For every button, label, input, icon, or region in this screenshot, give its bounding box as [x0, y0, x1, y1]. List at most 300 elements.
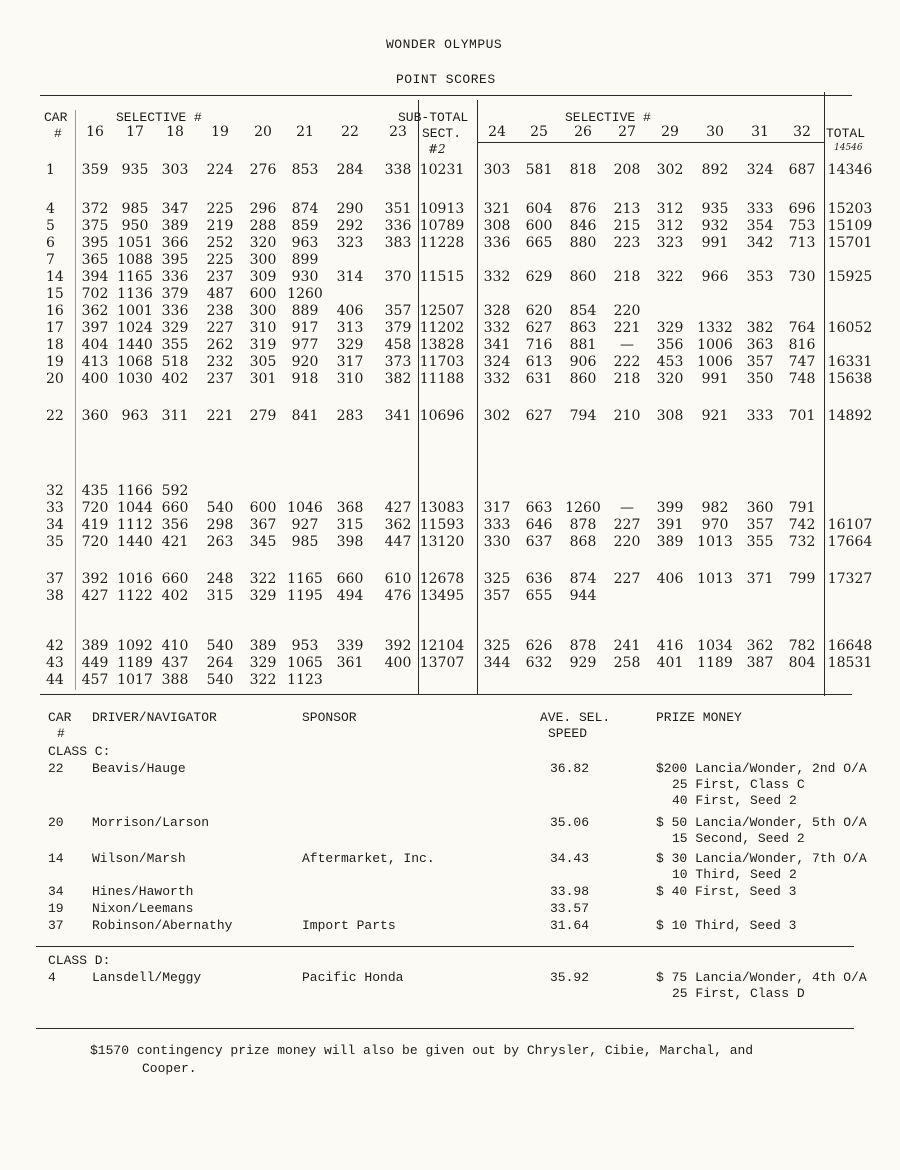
- score-cell: 353: [746, 269, 774, 285]
- score-cell: 1013: [697, 571, 733, 587]
- score-cell: 330: [483, 534, 511, 550]
- score-cell: 977: [291, 337, 319, 353]
- score-cell: 320: [249, 235, 277, 251]
- score-cell: 748: [788, 371, 816, 387]
- header-sect: SECT.: [422, 126, 462, 141]
- score-cell: 592: [161, 483, 189, 499]
- score-cell: 419: [81, 517, 109, 533]
- score-cell: 626: [525, 638, 553, 654]
- total-cell: 15701: [827, 235, 873, 251]
- score-cell: 312: [656, 218, 684, 234]
- total-divider: [824, 92, 825, 696]
- subtotal-cell: 10789: [419, 218, 465, 234]
- score-cell: 930: [291, 269, 319, 285]
- score-cell: 853: [291, 162, 319, 178]
- score-cell: 985: [291, 534, 319, 550]
- score-cell: 1065: [287, 655, 323, 671]
- result-speed: 33.98: [550, 884, 590, 899]
- score-cell: 881: [569, 337, 597, 353]
- score-cell: 397: [81, 320, 109, 336]
- score-cell: 322: [249, 571, 277, 587]
- score-cell: 646: [525, 517, 553, 533]
- score-cell: 920: [291, 354, 319, 370]
- subtotal-cell: 11228: [419, 235, 465, 251]
- score-cell: 357: [384, 303, 412, 319]
- score-cell: 1122: [117, 588, 153, 604]
- score-cell: 345: [249, 534, 277, 550]
- car-number: 33: [46, 500, 64, 516]
- car-number: 17: [46, 320, 64, 336]
- result-prize: 10 Third, Seed 2: [672, 867, 797, 882]
- score-cell: 458: [384, 337, 412, 353]
- results-header-car: CAR: [48, 710, 72, 725]
- score-cell: 313: [336, 320, 364, 336]
- score-cell: 389: [161, 218, 189, 234]
- column-header: 21: [296, 124, 314, 140]
- header-car-hash: #: [54, 126, 62, 141]
- car-number: 20: [46, 371, 64, 387]
- results-header-sponsor: SPONSOR: [302, 710, 357, 725]
- score-cell: 389: [249, 638, 277, 654]
- score-cell: 303: [483, 162, 511, 178]
- total-cell: 16107: [827, 517, 873, 533]
- result-prize: $200 Lancia/Wonder, 2nd O/A: [656, 761, 867, 776]
- score-cell: 437: [161, 655, 189, 671]
- score-cell: 1006: [697, 354, 733, 370]
- score-cell: 660: [161, 571, 189, 587]
- subtotal-cell: 12678: [419, 571, 465, 587]
- score-cell: 296: [249, 201, 277, 217]
- score-cell: 1024: [117, 320, 153, 336]
- score-cell: 1195: [287, 588, 323, 604]
- score-cell: 702: [81, 286, 109, 302]
- score-cell: 876: [569, 201, 597, 217]
- score-cell: 361: [336, 655, 364, 671]
- result-speed: 34.43: [550, 851, 590, 866]
- score-cell: 416: [656, 638, 684, 654]
- score-cell: 631: [525, 371, 553, 387]
- score-cell: 303: [161, 162, 189, 178]
- score-cell: 963: [121, 408, 149, 424]
- score-cell: 453: [656, 354, 684, 370]
- score-cell: 324: [483, 354, 511, 370]
- score-cell: 742: [788, 517, 816, 533]
- score-cell: 435: [81, 483, 109, 499]
- score-cell: 953: [291, 638, 319, 654]
- score-cell: 300: [249, 252, 277, 268]
- total-cell: 18531: [827, 655, 873, 671]
- score-cell: 305: [249, 354, 277, 370]
- class-d-label: CLASS D:: [48, 953, 111, 968]
- score-cell: 336: [161, 269, 189, 285]
- score-cell: 279: [249, 408, 277, 424]
- score-cell: 540: [206, 672, 234, 688]
- score-cell: 1189: [117, 655, 153, 671]
- score-cell: 258: [613, 655, 641, 671]
- result-car-number: 4: [48, 970, 56, 985]
- score-cell: 917: [291, 320, 319, 336]
- score-cell: 637: [525, 534, 553, 550]
- score-cell: 701: [788, 408, 816, 424]
- score-cell: 213: [613, 201, 641, 217]
- score-cell: 1260: [287, 286, 323, 302]
- score-cell: 906: [569, 354, 597, 370]
- score-cell: 818: [569, 162, 597, 178]
- score-cell: 290: [336, 201, 364, 217]
- score-cell: 308: [483, 218, 511, 234]
- subtotal-cell: 12507: [419, 303, 465, 319]
- score-cell: 629: [525, 269, 553, 285]
- score-cell: 447: [384, 534, 412, 550]
- score-cell: 301: [249, 371, 277, 387]
- total-cell: 15925: [827, 269, 873, 285]
- column-header: 20: [254, 124, 272, 140]
- car-number: 34: [46, 517, 64, 533]
- column-header: 16: [86, 124, 104, 140]
- score-cell: 1068: [117, 354, 153, 370]
- score-cell: 398: [336, 534, 364, 550]
- total-cell: 14346: [827, 162, 873, 178]
- score-cell: 985: [121, 201, 149, 217]
- score-cell: 627: [525, 408, 553, 424]
- score-cell: 360: [746, 500, 774, 516]
- score-cell: 373: [384, 354, 412, 370]
- score-cell: 878: [569, 517, 597, 533]
- score-cell: 400: [81, 371, 109, 387]
- score-cell: 427: [384, 500, 412, 516]
- score-cell: 389: [656, 534, 684, 550]
- score-cell: 323: [656, 235, 684, 251]
- score-cell: 325: [483, 571, 511, 587]
- document-title: WONDER OLYMPUS: [386, 37, 503, 52]
- score-cell: 356: [656, 337, 684, 353]
- score-cell: 892: [701, 162, 729, 178]
- result-prize: 25 First, Class C: [672, 777, 805, 792]
- subtotal-cell: 11515: [419, 269, 465, 285]
- result-prize: $ 30 Lancia/Wonder, 7th O/A: [656, 851, 867, 866]
- score-cell: 421: [161, 534, 189, 550]
- score-cell: 747: [788, 354, 816, 370]
- subtotal-cell: 13828: [419, 337, 465, 353]
- score-cell: 399: [656, 500, 684, 516]
- score-cell: 383: [384, 235, 412, 251]
- score-cell: 476: [384, 588, 412, 604]
- total-cell: 16052: [827, 320, 873, 336]
- total-cell: 15638: [827, 371, 873, 387]
- column-header: 23: [389, 124, 407, 140]
- result-prize: 25 First, Class D: [672, 986, 805, 1001]
- score-cell: 367: [249, 517, 277, 533]
- score-cell: 402: [161, 371, 189, 387]
- column-header: 31: [751, 124, 769, 140]
- score-cell: 362: [384, 517, 412, 533]
- footer-note-line1: $1570 contingency prize money will also be given out by Chrysler, Cibie, Marchal, and: [90, 1043, 754, 1058]
- score-cell: 1123: [287, 672, 323, 688]
- score-cell: 333: [483, 517, 511, 533]
- score-cell: 518: [161, 354, 189, 370]
- result-prize: 15 Second, Seed 2: [672, 831, 805, 846]
- score-cell: 311: [161, 408, 189, 424]
- score-cell: 389: [81, 638, 109, 654]
- score-cell: 392: [384, 638, 412, 654]
- score-cell: 663: [525, 500, 553, 516]
- score-cell: 1166: [117, 483, 153, 499]
- score-cell: 874: [291, 201, 319, 217]
- score-cell: 991: [701, 235, 729, 251]
- score-cell: 317: [483, 500, 511, 516]
- score-cell: 1332: [697, 320, 733, 336]
- score-cell: 362: [746, 638, 774, 654]
- score-cell: 382: [746, 320, 774, 336]
- score-cell: 329: [336, 337, 364, 353]
- score-cell: 314: [336, 269, 364, 285]
- document-subtitle: POINT SCORES: [396, 72, 496, 87]
- score-cell: 332: [483, 371, 511, 387]
- score-cell: 215: [613, 218, 641, 234]
- score-cell: 324: [746, 162, 774, 178]
- score-cell: 342: [746, 235, 774, 251]
- score-cell: 356: [161, 517, 189, 533]
- column-header: 22: [341, 124, 359, 140]
- header-selective-2: SELECTIVE #: [565, 110, 651, 125]
- score-cell: 1001: [117, 303, 153, 319]
- score-cell: 732: [788, 534, 816, 550]
- score-cell: 252: [206, 235, 234, 251]
- score-cell: 1440: [117, 534, 153, 550]
- total-cell: 16331: [827, 354, 873, 370]
- score-cell: 413: [81, 354, 109, 370]
- result-driver: Lansdell/Meggy: [92, 970, 202, 985]
- score-cell: 935: [121, 162, 149, 178]
- score-cell: 341: [384, 408, 412, 424]
- score-cell: 660: [161, 500, 189, 516]
- column-header: 30: [706, 124, 724, 140]
- result-car-number: 34: [48, 884, 64, 899]
- score-cell: 238: [206, 303, 234, 319]
- score-cell: 354: [746, 218, 774, 234]
- car-number: 38: [46, 588, 64, 604]
- column-header: 24: [488, 124, 506, 140]
- subtotal-cell: 10913: [419, 201, 465, 217]
- car-number: 22: [46, 408, 64, 424]
- score-cell: 312: [656, 201, 684, 217]
- score-cell: 224: [206, 162, 234, 178]
- score-cell: 944: [569, 588, 597, 604]
- column-header: 25: [530, 124, 548, 140]
- score-cell: 859: [291, 218, 319, 234]
- score-cell: 341: [483, 337, 511, 353]
- column-header: 19: [211, 124, 229, 140]
- total-cell: 15109: [827, 218, 873, 234]
- score-cell: 1034: [697, 638, 733, 654]
- score-cell: 262: [206, 337, 234, 353]
- score-cell: 406: [336, 303, 364, 319]
- score-cell: 379: [384, 320, 412, 336]
- result-driver: Wilson/Marsh: [92, 851, 186, 866]
- score-cell: 404: [81, 337, 109, 353]
- score-cell: 395: [161, 252, 189, 268]
- result-car-number: 22: [48, 761, 64, 776]
- subtotal-cell: 11593: [419, 517, 465, 533]
- score-cell: 600: [249, 500, 277, 516]
- score-cell: 899: [291, 252, 319, 268]
- score-cell: 1260: [565, 500, 601, 516]
- score-cell: 320: [656, 371, 684, 387]
- score-cell: 309: [249, 269, 277, 285]
- handwritten-note: 14546: [834, 143, 863, 153]
- score-cell: 329: [656, 320, 684, 336]
- score-cell: 370: [384, 269, 412, 285]
- score-cell: 300: [249, 303, 277, 319]
- score-cell: 401: [656, 655, 684, 671]
- score-cell: 336: [483, 235, 511, 251]
- score-cell: 400: [384, 655, 412, 671]
- result-sponsor: Aftermarket, Inc.: [302, 851, 435, 866]
- score-cell: —: [620, 337, 634, 353]
- score-cell: 932: [701, 218, 729, 234]
- score-cell: 223: [613, 235, 641, 251]
- score-cell: 218: [613, 371, 641, 387]
- score-cell: 395: [81, 235, 109, 251]
- column-header: 17: [126, 124, 144, 140]
- subtotal-cell: 10696: [419, 408, 465, 424]
- score-cell: 263: [206, 534, 234, 550]
- car-number: 32: [46, 483, 64, 499]
- score-cell: 494: [336, 588, 364, 604]
- score-cell: 1051: [117, 235, 153, 251]
- selective2-top-rule: [477, 142, 825, 143]
- car-number: 18: [46, 337, 64, 353]
- results-header-speed: SPEED: [548, 726, 588, 741]
- score-cell: 636: [525, 571, 553, 587]
- result-prize: $ 50 Lancia/Wonder, 5th O/A: [656, 815, 867, 830]
- total-cell: 14892: [827, 408, 873, 424]
- score-cell: 248: [206, 571, 234, 587]
- column-header: 29: [661, 124, 679, 140]
- result-driver: Beavis/Hauge: [92, 761, 186, 776]
- score-cell: 794: [569, 408, 597, 424]
- score-cell: 317: [336, 354, 364, 370]
- score-cell: 225: [206, 201, 234, 217]
- score-cell: 357: [483, 588, 511, 604]
- header-subtotal: SUB-TOTAL: [398, 110, 469, 125]
- score-cell: 782: [788, 638, 816, 654]
- score-cell: 333: [746, 408, 774, 424]
- result-driver: Robinson/Abernathy: [92, 918, 233, 933]
- header-sect-number: #2: [428, 142, 446, 156]
- score-cell: 1112: [117, 517, 153, 533]
- score-cell: 336: [161, 303, 189, 319]
- score-cell: 1030: [117, 371, 153, 387]
- score-cell: 388: [161, 672, 189, 688]
- result-prize: $ 10 Third, Seed 3: [656, 918, 797, 933]
- car-number: 37: [46, 571, 64, 587]
- car-number: 14: [46, 269, 64, 285]
- score-cell: 241: [613, 638, 641, 654]
- score-cell: 696: [788, 201, 816, 217]
- score-cell: —: [620, 500, 634, 516]
- score-cell: 323: [336, 235, 364, 251]
- score-cell: 360: [81, 408, 109, 424]
- score-cell: 970: [701, 517, 729, 533]
- score-cell: 457: [81, 672, 109, 688]
- score-cell: 394: [81, 269, 109, 285]
- score-cell: 332: [483, 320, 511, 336]
- score-cell: 1136: [117, 286, 153, 302]
- subtotal-cell: 10231: [419, 162, 465, 178]
- subtotal-cell: 13707: [419, 655, 465, 671]
- score-cell: 227: [613, 517, 641, 533]
- score-cell: 963: [291, 235, 319, 251]
- result-prize: 40 First, Seed 2: [672, 793, 797, 808]
- result-driver: Nixon/Leemans: [92, 901, 194, 916]
- subtotal-cell: 11703: [419, 354, 465, 370]
- score-cell: 357: [746, 517, 774, 533]
- total-cell: 17664: [827, 534, 873, 550]
- subtotal-divider-right: [477, 100, 478, 694]
- score-cell: 753: [788, 218, 816, 234]
- result-sponsor: Pacific Honda: [302, 970, 404, 985]
- score-cell: 620: [525, 303, 553, 319]
- score-cell: 288: [249, 218, 277, 234]
- score-cell: 284: [336, 162, 364, 178]
- score-cell: 227: [206, 320, 234, 336]
- score-cell: 237: [206, 371, 234, 387]
- score-cell: 208: [613, 162, 641, 178]
- result-speed: 36.82: [550, 761, 590, 776]
- score-cell: 310: [249, 320, 277, 336]
- header-car: CAR: [44, 110, 68, 125]
- score-cell: 613: [525, 354, 553, 370]
- score-cell: 929: [569, 655, 597, 671]
- score-cell: 804: [788, 655, 816, 671]
- score-cell: 325: [483, 638, 511, 654]
- score-cell: 315: [206, 588, 234, 604]
- score-cell: 222: [613, 354, 641, 370]
- score-cell: 355: [746, 534, 774, 550]
- score-cell: 655: [525, 588, 553, 604]
- score-cell: 966: [701, 269, 729, 285]
- score-cell: 322: [249, 672, 277, 688]
- score-cell: 982: [701, 500, 729, 516]
- score-cell: 950: [121, 218, 149, 234]
- subtotal-cell: 11188: [419, 371, 465, 387]
- score-cell: 232: [206, 354, 234, 370]
- score-cell: 600: [249, 286, 277, 302]
- score-cell: 991: [701, 371, 729, 387]
- car-number: 15: [46, 286, 64, 302]
- score-cell: 1006: [697, 337, 733, 353]
- score-cell: 1440: [117, 337, 153, 353]
- score-cell: 347: [161, 201, 189, 217]
- score-cell: 880: [569, 235, 597, 251]
- class-divider-rule: [36, 946, 854, 947]
- score-cell: 854: [569, 303, 597, 319]
- score-cell: 283: [336, 408, 364, 424]
- subtotal-cell: 13495: [419, 588, 465, 604]
- score-cell: 387: [746, 655, 774, 671]
- car-number: 35: [46, 534, 64, 550]
- score-cell: 365: [81, 252, 109, 268]
- score-cell: 310: [336, 371, 364, 387]
- results-header-prize: PRIZE MONEY: [656, 710, 742, 725]
- score-cell: 764: [788, 320, 816, 336]
- score-cell: 860: [569, 371, 597, 387]
- score-cell: 449: [81, 655, 109, 671]
- score-cell: 918: [291, 371, 319, 387]
- score-cell: 328: [483, 303, 511, 319]
- subtotal-cell: 13120: [419, 534, 465, 550]
